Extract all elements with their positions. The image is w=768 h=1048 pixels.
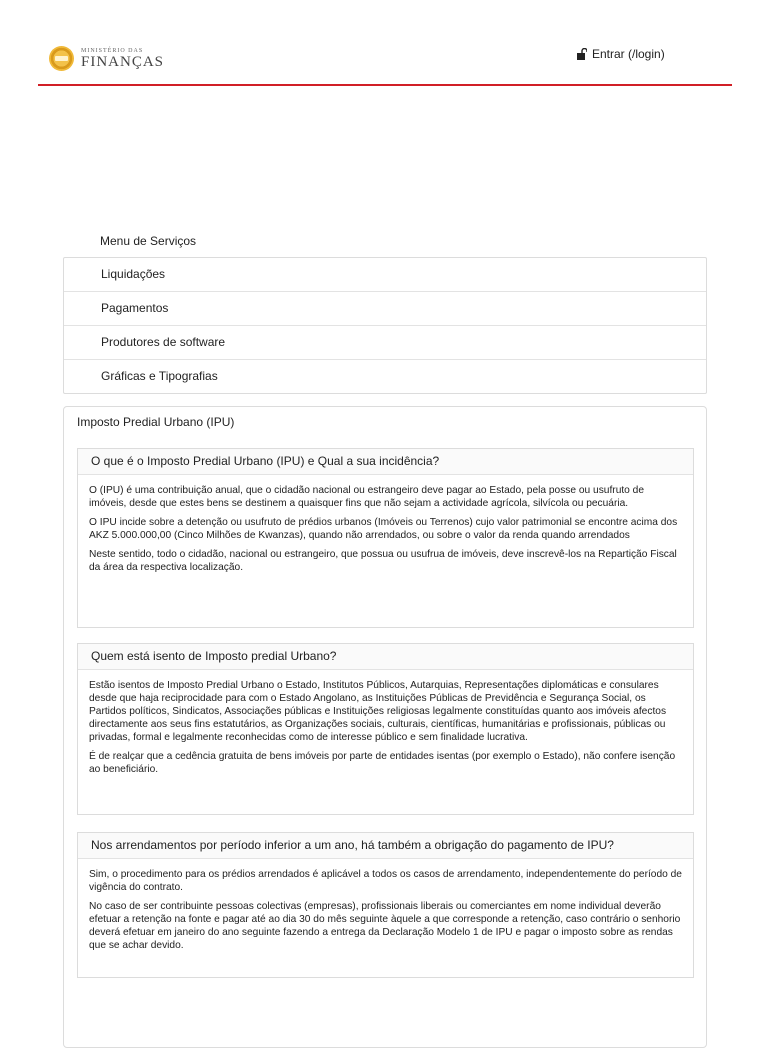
- faq-item: [77, 643, 694, 815]
- logo-subtitle: MINISTÉRIO DAS: [81, 47, 144, 54]
- menu-item-liquidacoes[interactable]: Liquidações: [64, 258, 706, 292]
- login-link[interactable]: [577, 47, 665, 61]
- faq-paragraph: Sim, o procedimento para os prédios arrendados é aplicável a todos os casos de arrendamento, independentemente do período de vigência do contrato.: [89, 869, 682, 893]
- faq-item: [77, 832, 694, 978]
- faq-paragraph: Estão isentos de Imposto Predial Urbano o Estado, Institutos Públicos, Autarquias, Representações diplomáticas e consulares desde que haja reciprocidade para com o Estado Angolano, as Instituições Públicas de Previdência e Segurança Social, os Partidos políticos, Sindicatos, Associações públicas e Instituições religiosas legalmente constituídas quanto aos imóveis afectos directamente aos seus fins estatutários, as Organizações sociais, culturais, científicas, humanitárias e profissionais, públicas ou privadas, formal e legalmente reconhecidas como de interesse público e sem finalidade lucrativa.: [89, 680, 667, 743]
- faq-question[interactable]: O que é o Imposto Predial Urbano (IPU) e Qual a sua incidência?: [78, 449, 693, 475]
- faq-answer: [78, 859, 693, 952]
- ministry-seal-icon: [49, 46, 74, 71]
- header-divider: [38, 84, 732, 86]
- faq-answer: [78, 670, 693, 776]
- faq-question[interactable]: Nos arrendamentos por período inferior a um ano, há também a obrigação do pagamento de IPU?: [78, 833, 693, 859]
- site-header: [0, 0, 768, 86]
- faq-paragraph: É de realçar que a cedência gratuita de bens imóveis por parte de entidades isentas (por exemplo o Estado), não confere isenção ao beneficiário.: [89, 751, 676, 775]
- menu-item-pagamentos[interactable]: Pagamentos: [64, 292, 706, 326]
- login-label: Entrar (/login): [592, 47, 665, 61]
- faq-item: [77, 448, 694, 628]
- menu-item-graficas-tipografias[interactable]: Gráficas e Tipografias: [101, 369, 218, 383]
- unlock-icon: [577, 48, 587, 60]
- faq-paragraph: O (IPU) é uma contribuição anual, que o cidadão nacional ou estrangeiro deve pagar ao Estado, pela posse ou usufruto de imóveis, desde que estes bens se destinem a quaisquer fins que não sejam a actividade agrícola, silvícola ou pecuária.: [89, 485, 645, 509]
- faq-question[interactable]: Quem está isento de Imposto predial Urbano?: [78, 644, 693, 670]
- services-menu: [63, 257, 707, 394]
- menu-item-produtores-software[interactable]: Produtores de software: [64, 326, 706, 360]
- faq-paragraph: No caso de ser contribuinte pessoas colectivas (empresas), profissionais liberais ou comerciantes em nome individual deverão efetuar a retenção na fonte e pagar até ao dia 30 do mês seguinte àquele a que corresponde a retenção, caso contrário o senhorio deverá efetuar em janeiro do ano seguinte fazendo a entrega da Declaração Modelo 1 de IPU e pagar o imposto sobre as rendas que se achar devido.: [89, 901, 681, 951]
- faq-answer: [78, 475, 693, 574]
- ipu-panel: [63, 406, 707, 1048]
- services-menu-title: Menu de Serviços: [100, 234, 197, 248]
- panel-title: Imposto Predial Urbano (IPU): [77, 415, 235, 429]
- faq-paragraph: Neste sentido, todo o cidadão, nacional ou estrangeiro, que possua ou usufrua de imóveis, deve inscrevê-los na Repartição Fiscal da área da respectiva localização.: [89, 549, 677, 573]
- faq-paragraph: O IPU incide sobre a detenção ou usufruto de prédios urbanos (Imóveis ou Terrenos) cujo valor patrimonial se encontre acima dos AKZ 5.000.000,00 (Cinco Milhões de Kwanzas), quando não arrendados, ou sobre o valor da renda quando arrendados: [89, 517, 678, 541]
- ministry-logo[interactable]: [49, 46, 164, 71]
- logo-title: FINANÇAS: [81, 53, 165, 70]
